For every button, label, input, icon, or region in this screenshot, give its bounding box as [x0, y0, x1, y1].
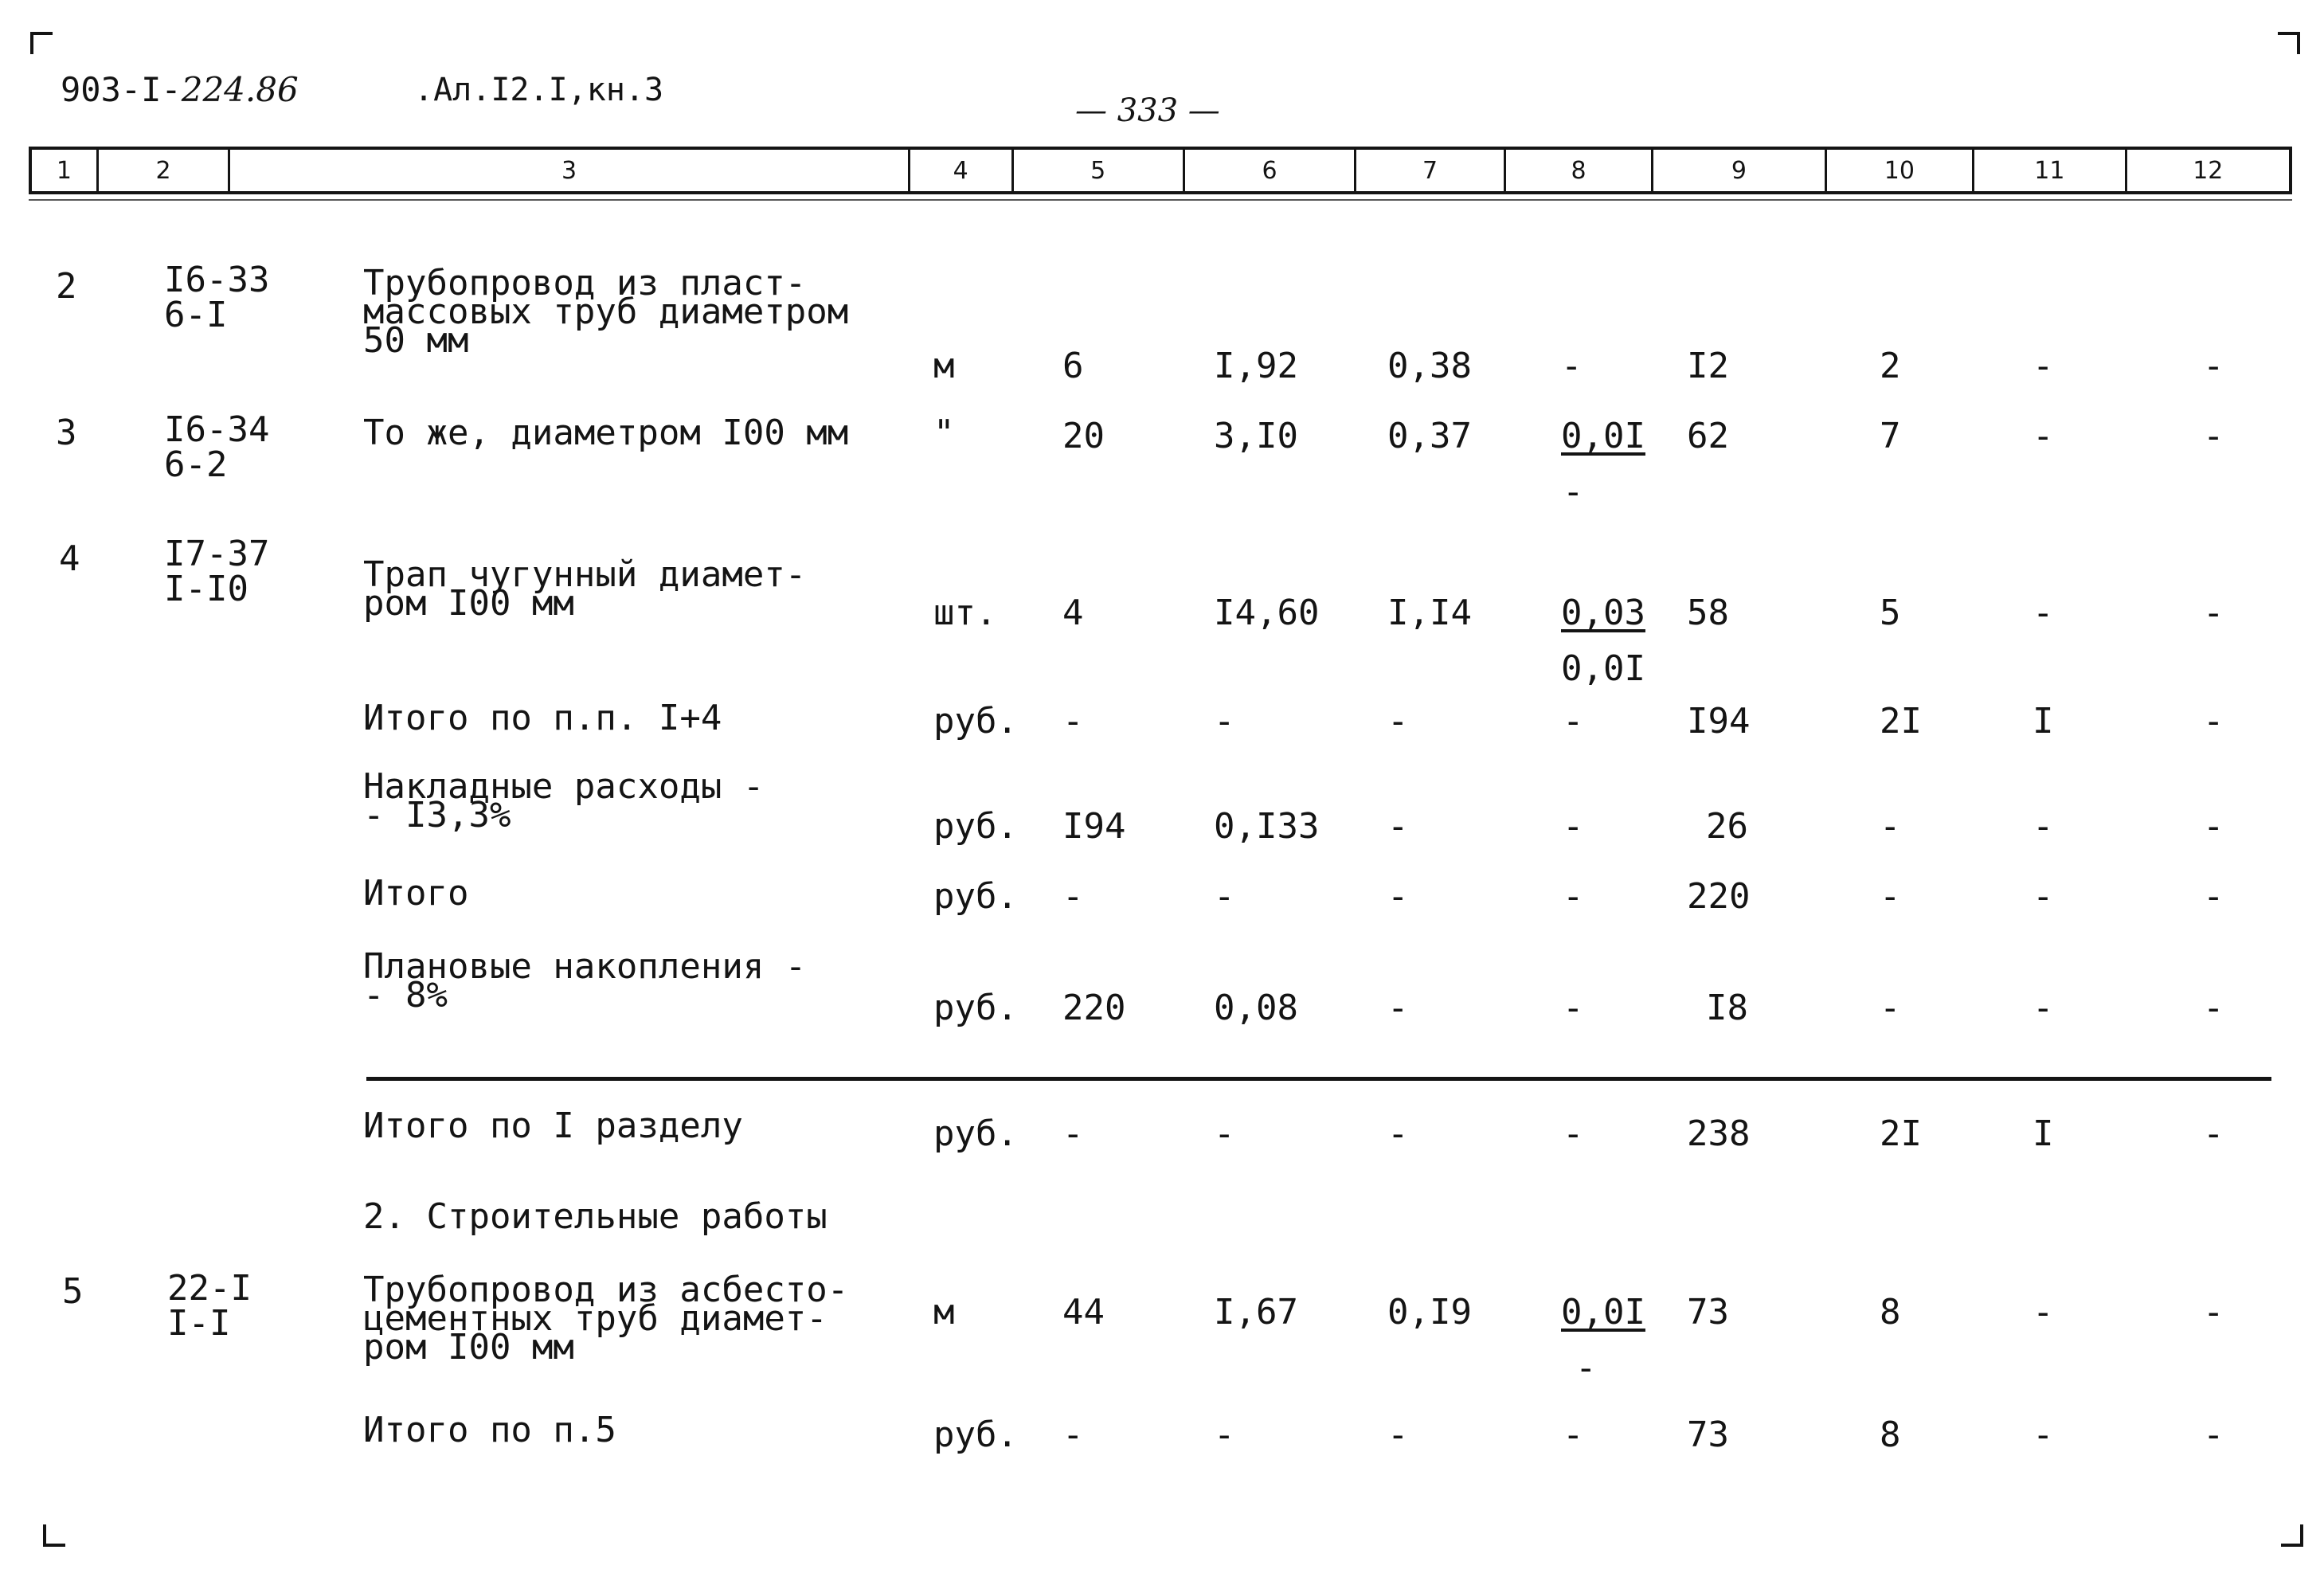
- total-cost-cell: 73: [1687, 1292, 1729, 1333]
- wage-cell: -: [1387, 1113, 1409, 1154]
- item-description: Итого по I разделу: [363, 1106, 743, 1146]
- quantity-cell: -: [1062, 1415, 1084, 1455]
- column-header-12: 12: [2193, 156, 2224, 185]
- unit-cost-cell: 0,08: [1214, 988, 1298, 1028]
- unit-cost-cell: I4,60: [1214, 593, 1320, 633]
- total-machine-wage-cell: -: [2203, 346, 2224, 386]
- column-header-7: 7: [1356, 150, 1505, 191]
- machine-cell: -: [1563, 1113, 1584, 1154]
- total-machine-wage-cell: -: [2203, 593, 2224, 633]
- unit-cell: ": [933, 413, 955, 453]
- total-machine-cell: -: [2033, 988, 2054, 1028]
- row-number: 4: [59, 538, 80, 579]
- machine-cell: 0,0I: [1561, 1292, 1645, 1333]
- wage-cell: -: [1387, 1415, 1409, 1455]
- wage-cell: 0,I9: [1387, 1292, 1472, 1333]
- machine-cell: -: [1563, 876, 1584, 917]
- unit-cost-cell: I,92: [1214, 346, 1298, 386]
- quantity-cell: I94: [1062, 806, 1126, 847]
- total-cost-cell: I94: [1687, 701, 1751, 742]
- unit-cost-cell: I,67: [1214, 1292, 1298, 1333]
- total-machine-cell: -: [2033, 593, 2054, 633]
- document-code-handwritten: 224.86: [181, 70, 299, 109]
- wage-cell: I,I4: [1387, 593, 1472, 633]
- quantity-cell: -: [1062, 876, 1084, 917]
- unit-cost-cell: -: [1214, 1415, 1235, 1455]
- item-description: Трубопровод из асбесто- цементных труб диамет- ром I00 мм: [363, 1270, 849, 1368]
- document-code: [61, 70, 299, 109]
- rate-code: I7-37 I-I0: [164, 534, 270, 609]
- corner-mark-top-left: [30, 32, 53, 54]
- total-wage-cell: 2I: [1880, 701, 1922, 742]
- total-machine-cell: -: [2033, 1292, 2054, 1333]
- machine-wage-cell: -: [1575, 1348, 1597, 1388]
- total-wage-cell: 8: [1880, 1292, 1901, 1333]
- rate-code: 22-I I-I: [167, 1268, 252, 1344]
- wage-cell: 0,38: [1387, 346, 1472, 386]
- total-cost-cell: I2: [1687, 346, 1729, 386]
- quantity-cell: -: [1062, 1113, 1084, 1154]
- column-header-6: 6: [1185, 150, 1356, 191]
- unit-cell: руб.: [933, 806, 1018, 847]
- corner-mark-bottom-left: [43, 1524, 65, 1547]
- unit-cost-cell: -: [1214, 876, 1235, 917]
- total-machine-wage-cell: -: [2203, 1113, 2224, 1154]
- total-machine-wage-cell: -: [2203, 1292, 2224, 1333]
- item-description: Плановые накопления - - 8%: [363, 946, 807, 1016]
- machine-wage-cell: 0,0I: [1561, 648, 1645, 689]
- unit-cost-cell: -: [1214, 1113, 1235, 1154]
- item-description: Трап чугунный диамет- ром I00 мм: [363, 554, 807, 624]
- page-number: — 333 —: [1075, 92, 1220, 129]
- column-header-9: 9: [1653, 150, 1826, 191]
- header-underline: [29, 199, 2292, 201]
- corner-mark-top-right: [2278, 32, 2300, 54]
- item-description: Итого по п.5: [363, 1410, 616, 1450]
- quantity-cell: 4: [1062, 593, 1084, 633]
- row-number: 3: [56, 413, 77, 453]
- unit-cell: руб.: [933, 701, 1018, 742]
- total-machine-cell: -: [2033, 346, 2054, 386]
- unit-cell: м: [933, 346, 955, 386]
- corner-mark-bottom-right: [2281, 1524, 2303, 1547]
- total-machine-wage-cell: -: [2203, 876, 2224, 917]
- total-machine-wage-cell: -: [2203, 701, 2224, 742]
- total-wage-cell: 5: [1880, 593, 1901, 633]
- quantity-cell: 6: [1062, 346, 1084, 386]
- wage-cell: -: [1387, 876, 1409, 917]
- quantity-cell: -: [1062, 701, 1084, 742]
- column-header-2: 2: [99, 150, 231, 191]
- total-machine-cell: -: [2033, 806, 2054, 847]
- rate-code: I6-33 6-I: [164, 260, 270, 335]
- album-reference: .Ал.I2.I,кн.3: [414, 72, 664, 108]
- total-machine-wage-cell: -: [2203, 806, 2224, 847]
- total-cost-cell: 238: [1687, 1113, 1751, 1154]
- total-wage-cell: -: [1880, 876, 1901, 917]
- unit-cell: руб.: [933, 1113, 1018, 1154]
- row-number: 5: [62, 1271, 84, 1312]
- section-heading: 2. Строительные работы: [363, 1196, 827, 1237]
- column-header-3: 3: [230, 150, 910, 191]
- total-machine-cell: -: [2033, 416, 2054, 456]
- wage-cell: -: [1387, 806, 1409, 847]
- document-code-prefix: 903-I-: [61, 70, 182, 109]
- total-machine-cell: -: [2033, 1415, 2054, 1455]
- wage-cell: 0,37: [1387, 416, 1472, 456]
- quantity-cell: 20: [1062, 416, 1105, 456]
- unit-cell: шт.: [933, 593, 997, 633]
- quantity-cell: 220: [1062, 988, 1126, 1028]
- total-cost-cell: 26: [1706, 806, 1748, 847]
- machine-cell: -: [1563, 701, 1584, 742]
- machine-cell: -: [1563, 806, 1584, 847]
- quantity-cell: 44: [1062, 1292, 1105, 1333]
- column-header-5: 5: [1014, 150, 1185, 191]
- column-header-1: 1: [32, 150, 99, 191]
- total-machine-wage-cell: -: [2203, 1415, 2224, 1455]
- section-separator-line: [366, 1077, 2271, 1081]
- item-description: Накладные расходы - - I3,3%: [363, 766, 765, 836]
- machine-cell: 0,03: [1561, 593, 1645, 633]
- total-wage-cell: -: [1880, 988, 1901, 1028]
- total-machine-cell: I: [2033, 1113, 2054, 1154]
- unit-cost-cell: -: [1214, 701, 1235, 742]
- column-header-11: 11: [1974, 150, 2126, 191]
- item-description: Итого: [363, 873, 469, 914]
- machine-cell: -: [1563, 1415, 1584, 1455]
- total-machine-wage-cell: -: [2203, 416, 2224, 456]
- total-cost-cell: 220: [1687, 876, 1751, 917]
- unit-cell: руб.: [933, 876, 1018, 917]
- item-description: Итого по п.п. I+4: [363, 698, 722, 738]
- column-header-8: 8: [1506, 150, 1653, 191]
- machine-cell: -: [1563, 988, 1584, 1028]
- total-machine-cell: I: [2033, 701, 2054, 742]
- total-cost-cell: I8: [1706, 988, 1748, 1028]
- total-wage-cell: 8: [1880, 1415, 1901, 1455]
- total-wage-cell: -: [1880, 806, 1901, 847]
- total-machine-wage-cell: -: [2203, 988, 2224, 1028]
- row-number: 2: [56, 266, 77, 307]
- column-header-4: 4: [910, 150, 1014, 191]
- column-header-10: 10: [1827, 150, 1974, 191]
- wage-cell: -: [1387, 701, 1409, 742]
- unit-cell: руб.: [933, 988, 1018, 1028]
- item-description: Трубопровод из пласт- массовых труб диаметром 50 мм: [363, 263, 849, 361]
- unit-cell: м: [933, 1292, 955, 1333]
- total-wage-cell: 2: [1880, 346, 1901, 386]
- total-wage-cell: 2I: [1880, 1113, 1922, 1154]
- wage-cell: -: [1387, 988, 1409, 1028]
- total-cost-cell: 73: [1687, 1415, 1729, 1455]
- unit-cost-cell: 0,I33: [1214, 806, 1320, 847]
- total-wage-cell: 7: [1880, 416, 1901, 456]
- total-cost-cell: 58: [1687, 593, 1729, 633]
- machine-cell: -: [1561, 346, 1583, 386]
- item-description: То же, диаметром I00 мм: [363, 413, 849, 453]
- rate-code: I6-34 6-2: [164, 409, 270, 485]
- column-header-row: [29, 147, 2292, 194]
- total-machine-cell: -: [2033, 876, 2054, 917]
- machine-cell: 0,0I: [1561, 416, 1645, 456]
- unit-cell: руб.: [933, 1415, 1018, 1455]
- machine-wage-cell: -: [1563, 472, 1584, 512]
- total-cost-cell: 62: [1687, 416, 1729, 456]
- unit-cost-cell: 3,I0: [1214, 416, 1298, 456]
